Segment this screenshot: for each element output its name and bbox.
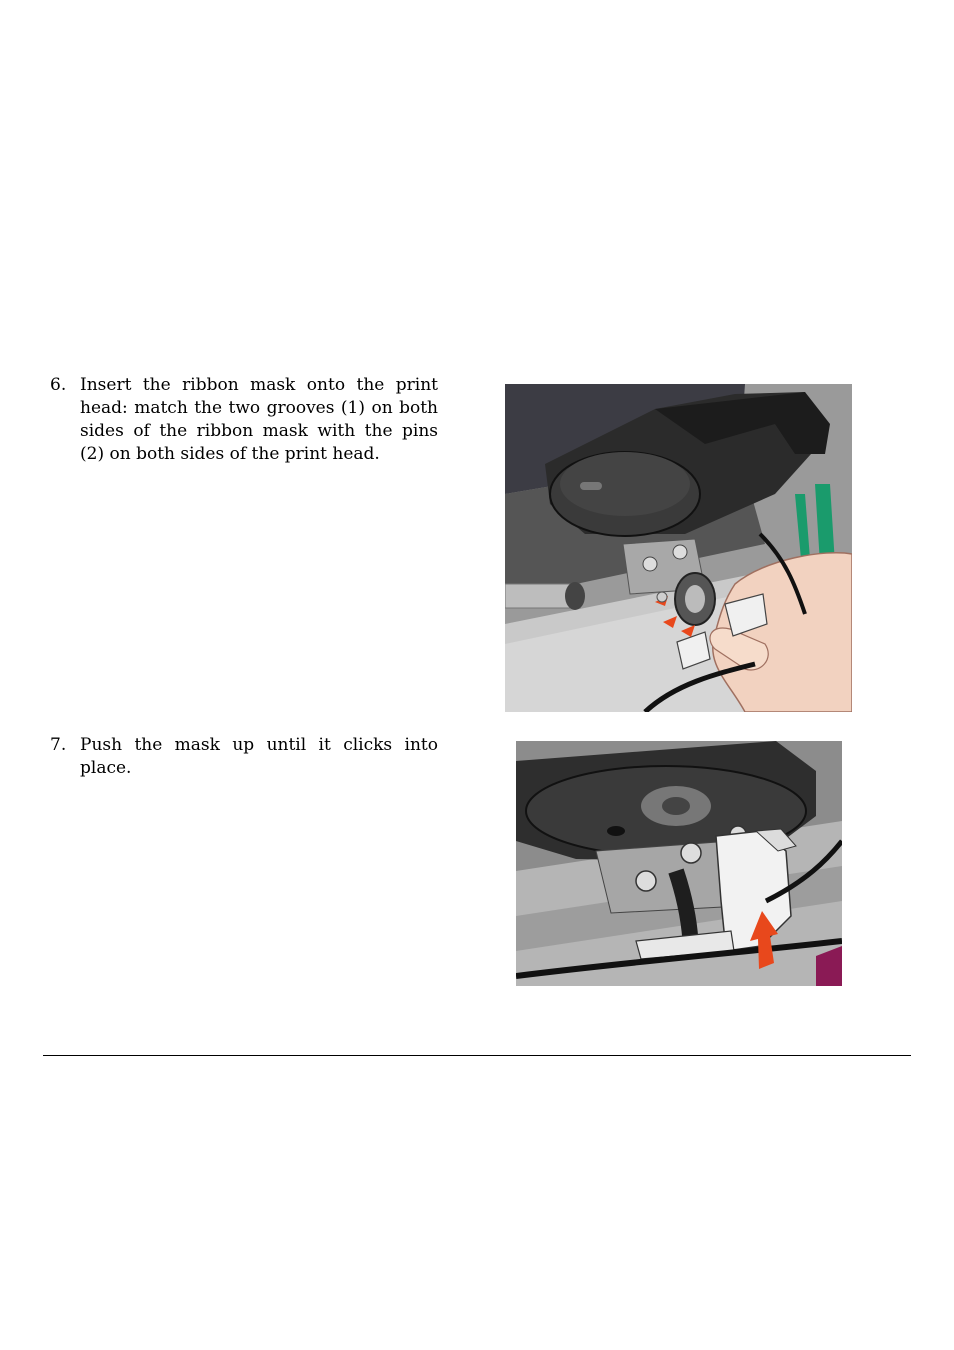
step-number: 6. bbox=[50, 375, 67, 395]
step-number: 7. bbox=[50, 735, 67, 755]
footer-rule bbox=[43, 1055, 911, 1056]
step-text: Insert the ribbon mask onto the print head: match the two grooves (1) on both sides of the ribbon mask with the pins (2) on both sides of the print head. bbox=[80, 375, 438, 464]
step-7 bbox=[50, 734, 438, 780]
push-mask-up-illustration bbox=[516, 741, 842, 986]
insert-ribbon-mask-illustration bbox=[505, 384, 852, 712]
step-6 bbox=[50, 374, 438, 466]
step-text: Push the mask up until it clicks into place. bbox=[80, 735, 438, 778]
